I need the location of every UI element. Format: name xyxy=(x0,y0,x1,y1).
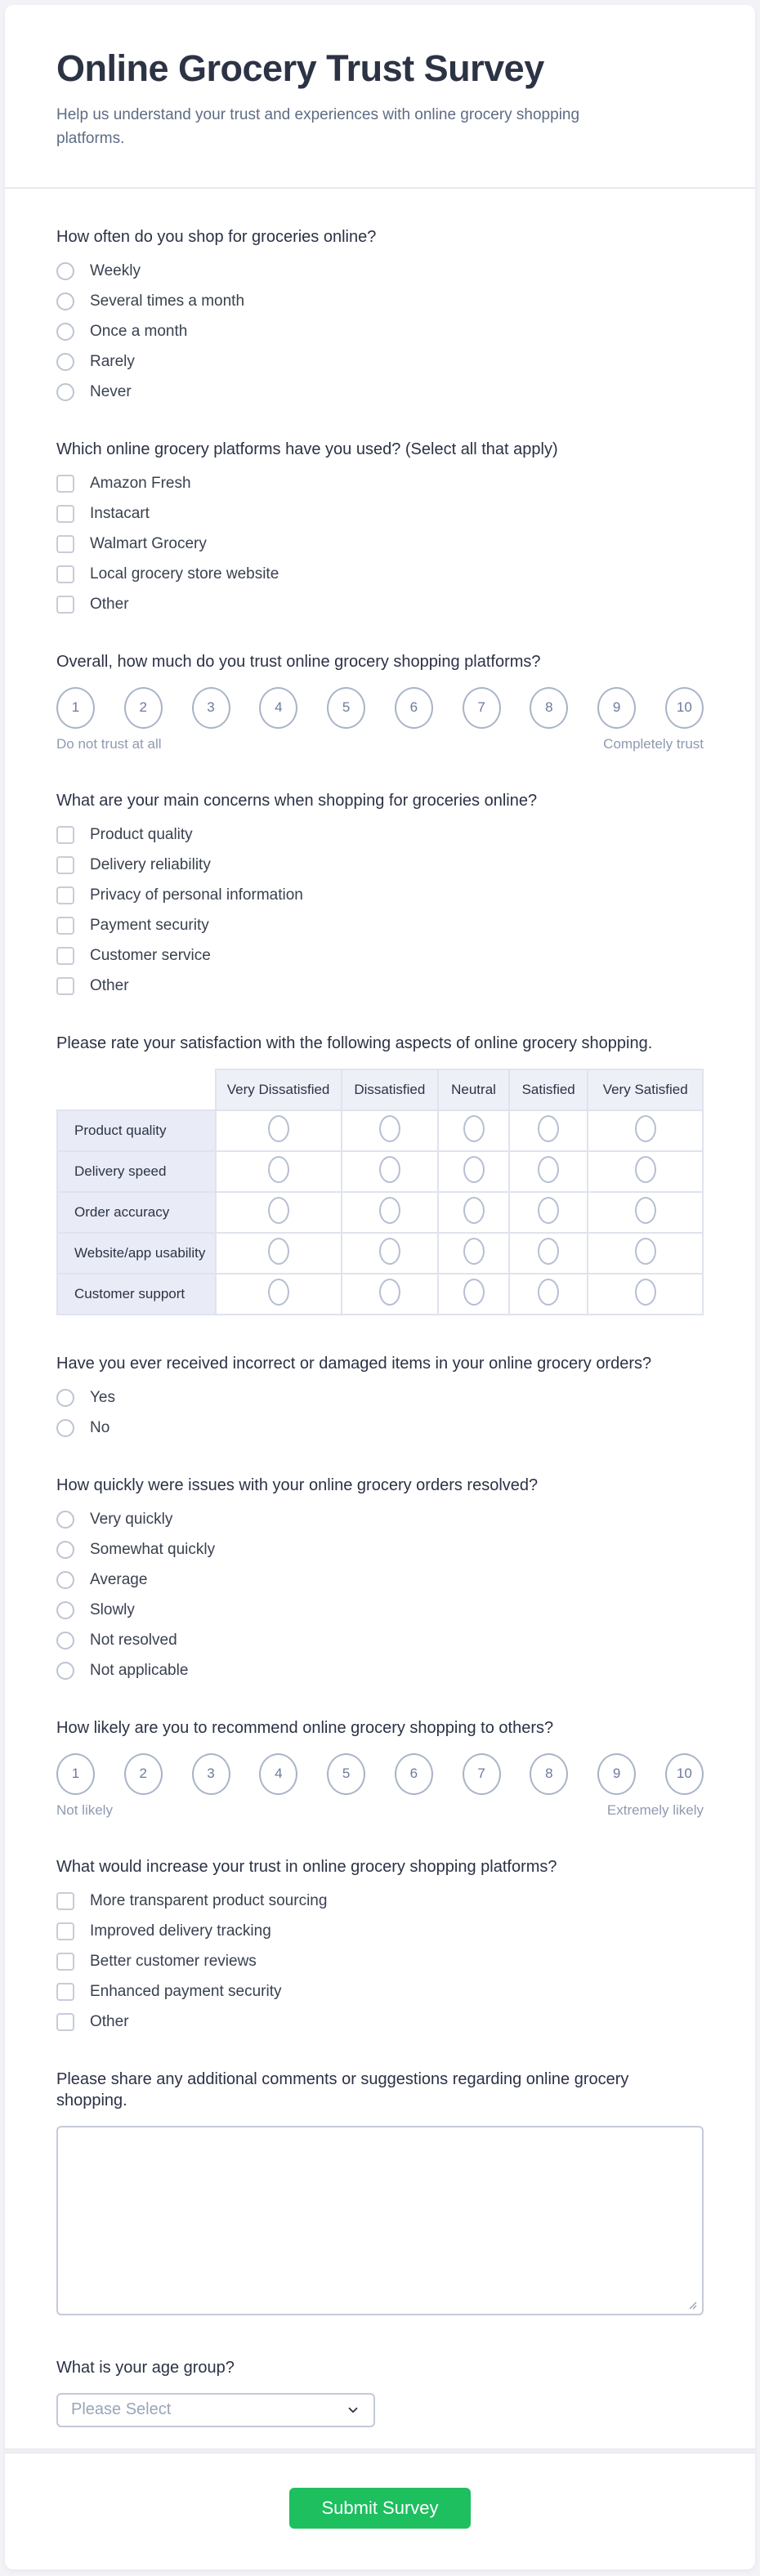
question-label: What would increase your trust in online grocery shopping platforms? xyxy=(56,1857,557,1876)
option-label[interactable]: Very quickly xyxy=(90,1510,173,1528)
matrix-cell[interactable] xyxy=(588,1233,703,1274)
option-label[interactable]: Instacart xyxy=(90,504,150,522)
option-label[interactable]: Several times a month xyxy=(90,292,245,310)
option-label[interactable]: Enhanced payment security xyxy=(90,1982,282,2000)
radio-icon[interactable] xyxy=(379,1156,400,1183)
question-label: Please rate your satisfaction with the following aspects of online grocery shopping. xyxy=(56,1034,653,1052)
checkbox-icon[interactable] xyxy=(56,2013,74,2031)
question-satisfaction-matrix xyxy=(5,1033,755,1315)
option-label[interactable]: Customer service xyxy=(90,946,211,964)
matrix-cell[interactable] xyxy=(438,1110,509,1151)
scale-value-button[interactable]: 7 xyxy=(463,1753,501,1795)
checkbox-icon[interactable] xyxy=(56,886,74,904)
radio-icon[interactable] xyxy=(635,1279,656,1306)
scale-value-button[interactable]: 1 xyxy=(56,1753,95,1795)
matrix-cell[interactable] xyxy=(509,1110,588,1151)
question-resolution-speed xyxy=(5,1475,755,1680)
checkbox-icon[interactable] xyxy=(56,565,74,583)
checkbox-icon[interactable] xyxy=(56,1953,74,1971)
scale-value-button[interactable]: 1 xyxy=(56,687,95,729)
matrix-column-header: Very Satisfied xyxy=(588,1069,703,1110)
option-label[interactable]: Yes xyxy=(90,1388,115,1406)
scale-value-button[interactable]: 3 xyxy=(192,1753,230,1795)
scale-value-button[interactable]: 9 xyxy=(597,687,636,729)
radio-icon[interactable] xyxy=(379,1197,400,1224)
question-age-group xyxy=(5,2357,755,2427)
radio-icon[interactable] xyxy=(56,323,74,341)
radio-icon[interactable] xyxy=(56,1632,74,1650)
radio-icon[interactable] xyxy=(268,1115,289,1142)
option-label[interactable]: Other xyxy=(90,2012,129,2030)
radio-option-row[interactable] xyxy=(56,1511,704,1529)
radio-icon[interactable] xyxy=(379,1279,400,1306)
option-label[interactable]: Delivery reliability xyxy=(90,855,211,873)
scale-value-button[interactable]: 7 xyxy=(463,687,501,729)
question-label: How quickly were issues with your online grocery orders resolved? xyxy=(56,1476,539,1494)
radio-option-row[interactable] xyxy=(56,1601,704,1619)
radio-icon[interactable] xyxy=(463,1197,485,1224)
option-label[interactable]: Other xyxy=(90,595,129,613)
radio-icon[interactable] xyxy=(268,1279,289,1306)
question-label: How likely are you to recommend online grocery shopping to others? xyxy=(56,1718,554,1737)
select-placeholder: Please Select xyxy=(71,2400,172,2419)
checkbox-icon[interactable] xyxy=(56,856,74,874)
option-label[interactable]: Local grocery store website xyxy=(90,565,279,583)
option-label[interactable]: Once a month xyxy=(90,322,188,340)
option-label[interactable]: No xyxy=(90,1418,110,1436)
radio-option-row[interactable] xyxy=(56,1632,704,1650)
option-label[interactable]: Rarely xyxy=(90,352,135,370)
matrix-cell[interactable] xyxy=(342,1110,439,1151)
scale-value-button[interactable]: 4 xyxy=(259,1753,297,1795)
checkbox-option-row[interactable] xyxy=(56,565,704,583)
checkbox-option-row[interactable] xyxy=(56,977,704,995)
radio-icon[interactable] xyxy=(635,1197,656,1224)
radio-icon[interactable] xyxy=(463,1279,485,1306)
scale-end-labels xyxy=(56,736,704,752)
checkbox-option-row[interactable] xyxy=(56,505,704,523)
scale-value-button[interactable]: 6 xyxy=(395,687,433,729)
checkbox-option-row[interactable] xyxy=(56,2013,704,2031)
matrix-corner-cell xyxy=(57,1069,216,1110)
radio-icon[interactable] xyxy=(56,1571,74,1589)
scale-left-label: Do not trust at all xyxy=(56,735,162,752)
matrix-cell[interactable] xyxy=(588,1151,703,1192)
checkbox-icon[interactable] xyxy=(56,977,74,995)
radio-icon[interactable] xyxy=(56,353,74,371)
scale-value-button[interactable]: 5 xyxy=(327,687,365,729)
radio-icon[interactable] xyxy=(268,1156,289,1183)
rating-scale-row xyxy=(56,1753,704,1795)
radio-icon[interactable] xyxy=(56,1541,74,1559)
checkbox-icon[interactable] xyxy=(56,505,74,523)
scale-value-button[interactable]: 4 xyxy=(259,687,297,729)
checkbox-icon[interactable] xyxy=(56,596,74,614)
radio-option-row[interactable] xyxy=(56,1662,704,1680)
radio-option-row[interactable] xyxy=(56,353,704,371)
matrix-cell[interactable] xyxy=(216,1110,342,1151)
checkbox-option-row[interactable] xyxy=(56,826,704,844)
comments-textarea[interactable] xyxy=(56,2126,704,2315)
option-label[interactable]: More transparent product sourcing xyxy=(90,1891,328,1909)
radio-icon[interactable] xyxy=(56,383,74,401)
matrix-column-header: Dissatisfied xyxy=(342,1069,439,1110)
matrix-row xyxy=(57,1151,703,1192)
radio-icon[interactable] xyxy=(635,1115,656,1142)
option-label[interactable]: Other xyxy=(90,976,129,994)
option-label[interactable]: Walmart Grocery xyxy=(90,534,207,552)
chevron-down-icon xyxy=(346,2403,360,2418)
matrix-column-header: Neutral xyxy=(438,1069,509,1110)
radio-option-row[interactable] xyxy=(56,292,704,310)
option-label[interactable]: Weekly xyxy=(90,261,141,279)
checkbox-icon[interactable] xyxy=(56,947,74,965)
radio-icon[interactable] xyxy=(56,1662,74,1680)
matrix-cell[interactable] xyxy=(216,1274,342,1315)
radio-icon[interactable] xyxy=(538,1115,559,1142)
matrix-cell[interactable] xyxy=(216,1192,342,1233)
radio-option-row[interactable] xyxy=(56,323,704,341)
scale-value-button[interactable]: 2 xyxy=(124,687,163,729)
rating-scale-row xyxy=(56,687,704,729)
matrix-cell[interactable] xyxy=(438,1151,509,1192)
matrix-row-header: Customer support xyxy=(57,1274,216,1315)
matrix-cell[interactable] xyxy=(216,1233,342,1274)
checkbox-option-row[interactable] xyxy=(56,535,704,553)
matrix-row-header: Product quality xyxy=(57,1110,216,1151)
checkbox-option-row[interactable] xyxy=(56,917,704,935)
survey-form-card xyxy=(5,5,755,2569)
matrix-cell[interactable] xyxy=(216,1151,342,1192)
matrix-cell[interactable] xyxy=(438,1274,509,1315)
option-label[interactable]: Product quality xyxy=(90,825,193,843)
matrix-row xyxy=(57,1192,703,1233)
matrix-row xyxy=(57,1233,703,1274)
question-frequency xyxy=(5,226,755,401)
scale-right-label: Extremely likely xyxy=(606,1801,704,1818)
checkbox-icon[interactable] xyxy=(56,475,74,493)
radio-icon[interactable] xyxy=(635,1238,656,1265)
checkbox-icon[interactable] xyxy=(56,1983,74,2001)
matrix-cell[interactable] xyxy=(588,1192,703,1233)
age-group-select[interactable] xyxy=(56,2393,375,2427)
radio-icon[interactable] xyxy=(463,1115,485,1142)
radio-icon[interactable] xyxy=(538,1197,559,1224)
scale-value-button[interactable]: 6 xyxy=(395,1753,433,1795)
option-label[interactable]: Never xyxy=(90,382,132,400)
radio-icon[interactable] xyxy=(268,1197,289,1224)
form-subtitle: Help us understand your trust and experiences with online grocery shopping platforms. xyxy=(56,106,580,148)
option-label[interactable]: Somewhat quickly xyxy=(90,1540,216,1558)
question-label: How often do you shop for groceries online? xyxy=(56,227,377,246)
checkbox-icon[interactable] xyxy=(56,917,74,935)
option-label[interactable]: Not applicable xyxy=(90,1661,189,1679)
radio-icon[interactable] xyxy=(538,1238,559,1265)
matrix-row-header: Website/app usability xyxy=(57,1233,216,1274)
checkbox-option-row[interactable] xyxy=(56,886,704,904)
option-label[interactable]: Better customer reviews xyxy=(90,1952,257,1970)
checkbox-option-row[interactable] xyxy=(56,1953,704,1971)
scale-right-label: Completely trust xyxy=(603,735,704,752)
scale-value-button[interactable]: 8 xyxy=(530,687,568,729)
matrix-header-row xyxy=(57,1069,703,1110)
radio-icon[interactable] xyxy=(379,1238,400,1265)
option-label[interactable]: Not resolved xyxy=(90,1631,177,1649)
radio-icon[interactable] xyxy=(538,1156,559,1183)
radio-icon[interactable] xyxy=(56,292,74,310)
matrix-cell[interactable] xyxy=(509,1274,588,1315)
matrix-cell[interactable] xyxy=(588,1274,703,1315)
question-damaged-items xyxy=(5,1353,755,1437)
submit-survey-button[interactable]: Submit Survey xyxy=(289,2488,471,2529)
scale-left-label: Not likely xyxy=(56,1801,113,1818)
question-label: Overall, how much do you trust online grocery shopping platforms? xyxy=(56,652,541,671)
scale-value-button[interactable]: 8 xyxy=(530,1753,568,1795)
radio-icon[interactable] xyxy=(379,1115,400,1142)
satisfaction-matrix-table xyxy=(56,1069,704,1315)
matrix-cell[interactable] xyxy=(342,1233,439,1274)
option-label[interactable]: Payment security xyxy=(90,916,209,934)
matrix-row xyxy=(57,1274,703,1315)
option-label[interactable]: Improved delivery tracking xyxy=(90,1922,271,1940)
radio-icon[interactable] xyxy=(56,1419,74,1437)
form-header xyxy=(5,5,755,189)
radio-option-row[interactable] xyxy=(56,1419,704,1437)
question-trust-scale xyxy=(5,651,755,752)
checkbox-icon[interactable] xyxy=(56,535,74,553)
radio-icon[interactable] xyxy=(56,262,74,280)
radio-icon[interactable] xyxy=(268,1238,289,1265)
matrix-cell[interactable] xyxy=(342,1192,439,1233)
question-label: What is your age group? xyxy=(56,2358,235,2377)
option-label[interactable]: Slowly xyxy=(90,1601,135,1618)
question-label: What are your main concerns when shopping for groceries online? xyxy=(56,791,538,810)
scale-value-button[interactable]: 2 xyxy=(124,1753,163,1795)
matrix-cell[interactable] xyxy=(342,1274,439,1315)
form-title: Online Grocery Trust Survey xyxy=(56,47,544,89)
question-recommend-scale xyxy=(5,1717,755,1819)
scale-value-button[interactable]: 5 xyxy=(327,1753,365,1795)
question-platforms xyxy=(5,439,755,614)
radio-option-row[interactable] xyxy=(56,383,704,401)
radio-icon[interactable] xyxy=(56,1601,74,1619)
option-label[interactable]: Average xyxy=(90,1570,148,1588)
checkbox-option-row[interactable] xyxy=(56,1922,704,1940)
checkbox-icon[interactable] xyxy=(56,826,74,844)
scale-value-button[interactable]: 10 xyxy=(665,1753,704,1795)
radio-icon[interactable] xyxy=(635,1156,656,1183)
matrix-cell[interactable] xyxy=(509,1233,588,1274)
scale-end-labels xyxy=(56,1802,704,1819)
comments-textarea-wrap xyxy=(56,2126,704,2319)
checkbox-option-row[interactable] xyxy=(56,856,704,874)
radio-option-row[interactable] xyxy=(56,262,704,280)
question-trust-increase xyxy=(5,1856,755,2031)
matrix-cell[interactable] xyxy=(438,1192,509,1233)
checkbox-option-row[interactable] xyxy=(56,947,704,965)
radio-icon[interactable] xyxy=(56,1511,74,1529)
radio-icon[interactable] xyxy=(463,1156,485,1183)
matrix-cell[interactable] xyxy=(438,1233,509,1274)
question-concerns xyxy=(5,790,755,995)
checkbox-option-row[interactable] xyxy=(56,1892,704,1910)
checkbox-icon[interactable] xyxy=(56,1892,74,1910)
matrix-row xyxy=(57,1110,703,1151)
matrix-cell[interactable] xyxy=(588,1110,703,1151)
option-label[interactable]: Amazon Fresh xyxy=(90,474,191,492)
matrix-cell[interactable] xyxy=(509,1151,588,1192)
matrix-row-header: Delivery speed xyxy=(57,1151,216,1192)
checkbox-option-row[interactable] xyxy=(56,475,704,493)
matrix-cell[interactable] xyxy=(509,1192,588,1233)
matrix-column-header: Satisfied xyxy=(509,1069,588,1110)
option-label[interactable]: Privacy of personal information xyxy=(90,886,303,904)
question-label: Which online grocery platforms have you used? (Select all that apply) xyxy=(56,440,558,458)
radio-option-row[interactable] xyxy=(56,1389,704,1407)
question-label: Have you ever received incorrect or damaged items in your online grocery orders? xyxy=(56,1354,652,1373)
radio-icon[interactable] xyxy=(56,1389,74,1407)
matrix-row-header: Order accuracy xyxy=(57,1192,216,1233)
radio-option-row[interactable] xyxy=(56,1541,704,1559)
radio-icon[interactable] xyxy=(463,1238,485,1265)
submit-row xyxy=(5,2453,755,2569)
checkbox-option-row[interactable] xyxy=(56,596,704,614)
scale-value-button[interactable]: 9 xyxy=(597,1753,636,1795)
radio-option-row[interactable] xyxy=(56,1571,704,1589)
question-label: Please share any additional comments or suggestions regarding online grocery shopping. xyxy=(56,2069,629,2109)
matrix-cell[interactable] xyxy=(342,1151,439,1192)
question-comments xyxy=(5,2069,755,2319)
radio-icon[interactable] xyxy=(538,1279,559,1306)
checkbox-option-row[interactable] xyxy=(56,1983,704,2001)
matrix-column-header: Very Dissatisfied xyxy=(216,1069,342,1110)
checkbox-icon[interactable] xyxy=(56,1922,74,1940)
scale-value-button[interactable]: 3 xyxy=(192,687,230,729)
scale-value-button[interactable]: 10 xyxy=(665,687,704,729)
